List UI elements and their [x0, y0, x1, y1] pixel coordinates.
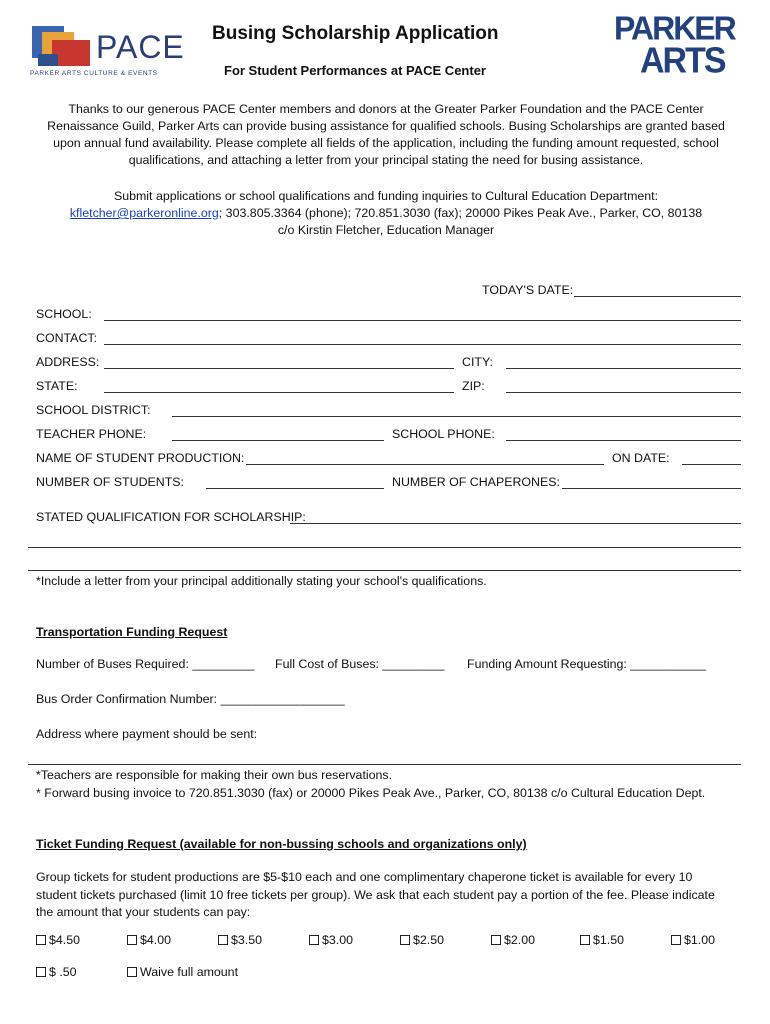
buses-required-field[interactable]: Number of Buses Required: _________ — [36, 657, 255, 671]
pace-logo-tagline: PARKER ARTS CULTURE & EVENTS — [30, 70, 158, 77]
checkbox-icon[interactable] — [400, 935, 410, 945]
zip-label: ZIP: — [462, 379, 485, 393]
full-cost-field[interactable]: Full Cost of Buses: _________ — [275, 657, 445, 671]
school-field[interactable] — [104, 320, 741, 321]
on-date-field[interactable] — [682, 464, 741, 465]
ticket-heading: Ticket Funding Request (available for non-bussing schools and organizations only) — [36, 837, 527, 851]
school-district-field[interactable] — [172, 416, 741, 417]
parker-arts-logo — [612, 9, 735, 81]
num-chaperones-label: NUMBER OF CHAPERONES: — [392, 475, 560, 489]
teacher-phone-field[interactable] — [172, 440, 384, 441]
email-link[interactable]: kfletcher@parkeronline.org — [69, 206, 219, 220]
ticket-option-2-50[interactable] — [400, 933, 444, 947]
intro-paragraph: Thanks to our generous PACE Center members and donors at the Greater Parker Foundation and the PACE Center Renaissance Guild, Parker Arts can provide busing assistance for qualified schools. Busing Scholarships are granted based upon annual fund availability. Please complete all fields of the application, including the funding amount requested, school qualifications, and attaching a letter from your principal stating the need for busing assistance. — [47, 102, 725, 167]
ticket-option-2-00[interactable] — [491, 933, 535, 947]
checkbox-icon[interactable] — [580, 935, 590, 945]
production-label: NAME OF STUDENT PRODUCTION: — [36, 451, 245, 465]
page-title: Busing Scholarship Application — [212, 23, 499, 44]
school-label: SCHOOL: — [36, 307, 92, 321]
state-field[interactable] — [104, 392, 454, 393]
checkbox-icon[interactable] — [127, 935, 137, 945]
teacher-phone-label: TEACHER PHONE: — [36, 427, 147, 441]
principal-note: *Include a letter from your principal additionally stating your school's qualifications. — [36, 574, 487, 588]
ticket-option-4-00[interactable] — [127, 933, 171, 947]
qualification-field[interactable] — [290, 523, 741, 524]
submit-line1: Submit applications or school qualifications and funding inquiries to Cultural Education Department: — [113, 189, 659, 203]
bus-order-field[interactable]: Bus Order Confirmation Number: __________________ — [36, 692, 345, 706]
city-label: CITY: — [462, 355, 493, 369]
ticket-option-waive[interactable] — [127, 965, 238, 979]
contact-details: ; 303.805.3364 (phone); 720.851.3030 (fax); 20000 Pikes Peak Ave., Parker, CO, 80138 — [218, 206, 703, 220]
parker-logo-line2: ARTS — [640, 41, 725, 81]
option-label: $ .50 — [49, 965, 77, 979]
submit-instructions — [36, 188, 736, 239]
ticket-option-1-50[interactable] — [580, 933, 624, 947]
school-phone-label: SCHOOL PHONE: — [392, 427, 495, 441]
contact-label: CONTACT: — [36, 331, 98, 345]
transport-note-1: *Teachers are responsible for making their own bus reservations. — [36, 768, 393, 782]
transport-heading: Transportation Funding Request — [36, 625, 228, 639]
qualification-label: STATED QUALIFICATION FOR SCHOLARSHIP: — [36, 510, 306, 524]
page-subtitle: For Student Performances at PACE Center — [224, 63, 486, 78]
state-label: STATE: — [36, 379, 78, 393]
ticket-option-1-00[interactable] — [671, 933, 715, 947]
qualification-field-line2[interactable] — [28, 547, 741, 548]
contact-field[interactable] — [104, 344, 741, 345]
zip-field[interactable] — [506, 392, 741, 393]
pace-logo-text: PACE — [96, 29, 185, 65]
submit-line2 — [36, 205, 736, 222]
option-label: $2.50 — [413, 933, 445, 947]
checkbox-icon[interactable] — [491, 935, 501, 945]
checkbox-icon[interactable] — [127, 967, 137, 977]
ticket-paragraph: Group tickets for student productions are $5-$10 each and one complimentary chaperone ticket is available for every 10 student tickets purchased (limit 10 free tickets per group). We ask that each student pay a portion of the fee. Please indicate the amount that your students can pay: — [36, 870, 715, 919]
num-students-field[interactable] — [206, 488, 384, 489]
production-field[interactable] — [246, 464, 604, 465]
address-field[interactable] — [104, 368, 454, 369]
checkbox-icon[interactable] — [671, 935, 681, 945]
payment-address-field[interactable] — [28, 764, 741, 765]
option-label: $4.00 — [140, 933, 172, 947]
checkbox-icon[interactable] — [36, 935, 46, 945]
parker-logo-line1: PARKER — [614, 9, 735, 47]
transport-note-2: * Forward busing invoice to 720.851.3030 (fax) or 20000 Pikes Peak Ave., Parker, CO, 80138 c/o Cultural Education Dept. — [36, 786, 706, 800]
option-label: $2.00 — [504, 933, 536, 947]
option-label: $4.50 — [49, 933, 81, 947]
ticket-option-3-50[interactable] — [218, 933, 262, 947]
num-students-label: NUMBER OF STUDENTS: — [36, 475, 185, 489]
checkbox-icon[interactable] — [218, 935, 228, 945]
option-label: $3.00 — [322, 933, 354, 947]
school-phone-field[interactable] — [506, 440, 741, 441]
pace-logo — [30, 24, 185, 80]
num-chaperones-field[interactable] — [562, 488, 741, 489]
pace-logo-icon — [30, 24, 94, 68]
option-label: Waive full amount — [140, 965, 239, 979]
ticket-option-4-50[interactable] — [36, 933, 80, 947]
checkbox-icon[interactable] — [309, 935, 319, 945]
todays-date-label: TODAY'S DATE: — [482, 283, 574, 297]
checkbox-icon[interactable] — [36, 967, 46, 977]
funding-amount-field[interactable]: Funding Amount Requesting: ___________ — [467, 657, 707, 671]
qualification-field-line3[interactable] — [28, 570, 741, 571]
ticket-option-0-50[interactable] — [36, 965, 77, 979]
city-field[interactable] — [506, 368, 741, 369]
payment-address-label: Address where payment should be sent: — [36, 727, 258, 741]
ticket-option-3-00[interactable] — [309, 933, 353, 947]
school-district-label: SCHOOL DISTRICT: — [36, 403, 151, 417]
option-label: $3.50 — [231, 933, 263, 947]
todays-date-field[interactable] — [574, 296, 741, 297]
option-label: $1.50 — [593, 933, 625, 947]
option-label: $1.00 — [684, 933, 716, 947]
on-date-label: ON DATE: — [612, 451, 670, 465]
address-label: ADDRESS: — [36, 355, 100, 369]
submit-line3: c/o Kirstin Fletcher, Education Manager — [277, 223, 495, 237]
